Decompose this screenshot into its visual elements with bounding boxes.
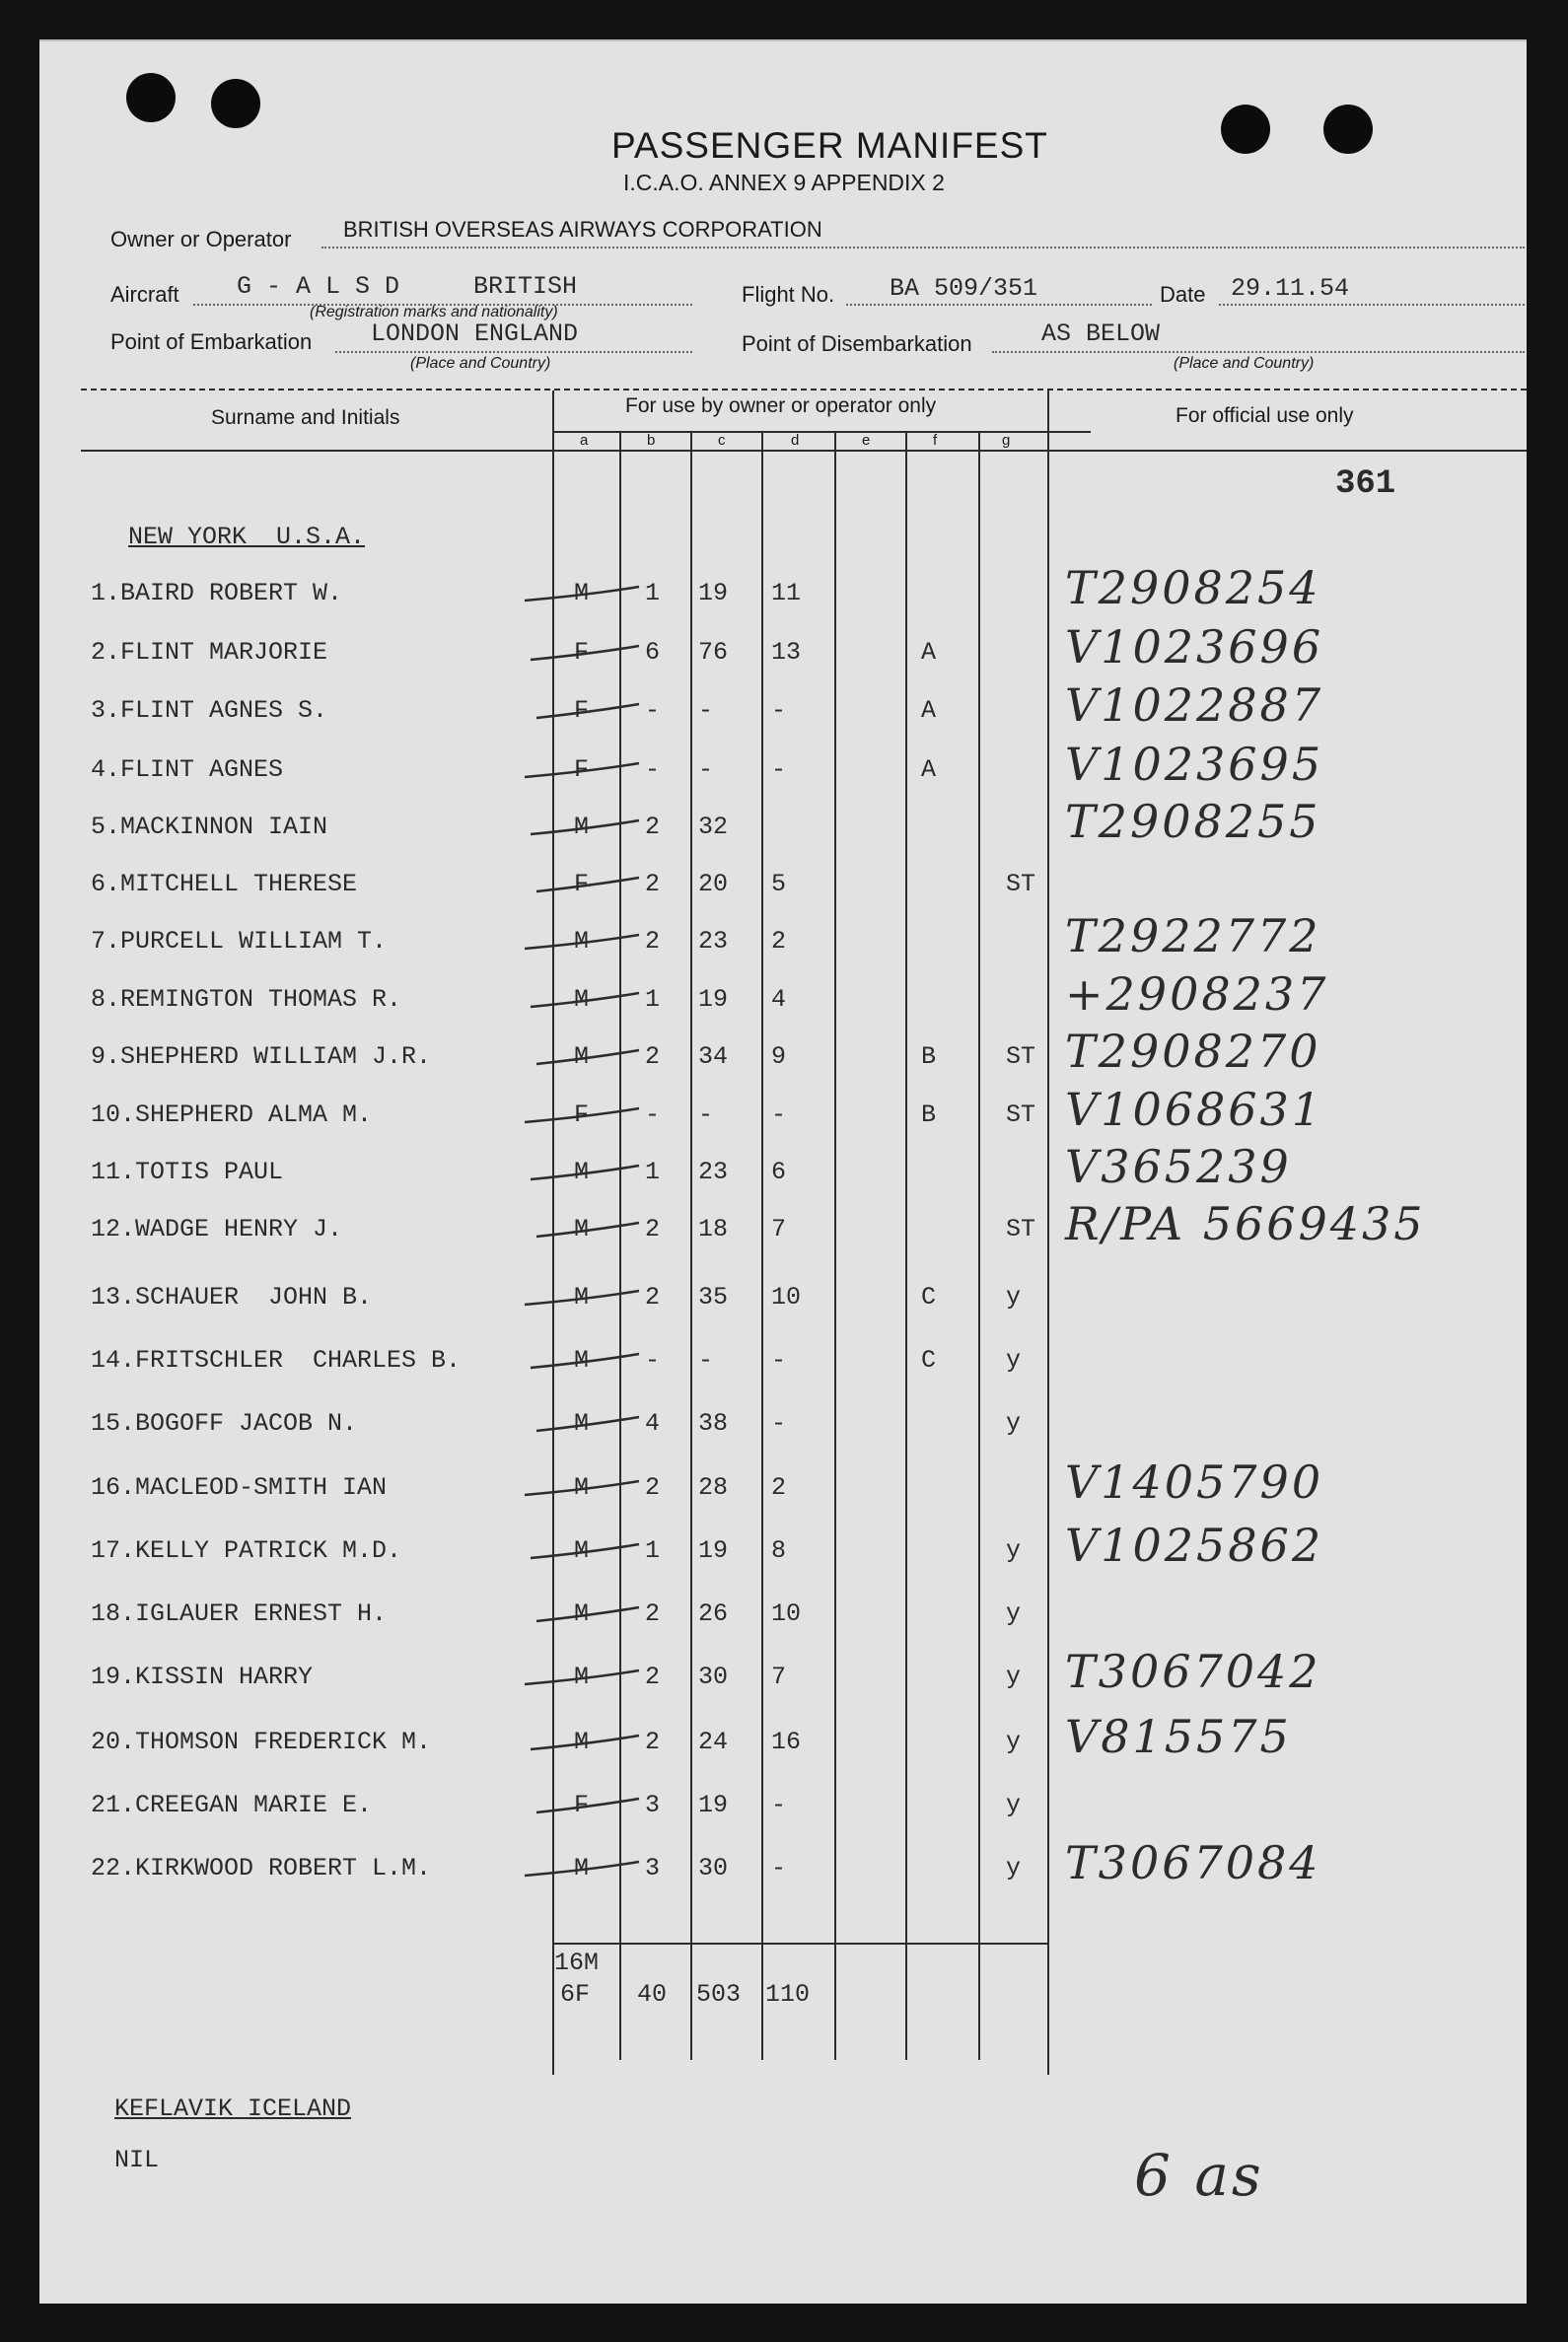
row-8-a: M bbox=[574, 985, 590, 1014]
row-8-official-number: +2908237 bbox=[1065, 967, 1329, 1021]
row-13-b: 2 bbox=[645, 1283, 661, 1312]
total-b: 40 bbox=[637, 1980, 668, 2009]
row-3-f: A bbox=[921, 696, 937, 725]
row-9-name: 9.SHEPHERD WILLIAM J.R. bbox=[91, 1042, 432, 1071]
disembark-note: (Place and Country) bbox=[1174, 355, 1315, 372]
row-20-g: y bbox=[1006, 1728, 1022, 1756]
row-5-b: 2 bbox=[645, 813, 661, 841]
row-9-official-number: T2908270 bbox=[1065, 1025, 1321, 1078]
row-16-a: M bbox=[574, 1473, 590, 1502]
row-12-d: 7 bbox=[771, 1215, 787, 1243]
row-6-g: ST bbox=[1006, 870, 1036, 898]
row-11-c: 23 bbox=[698, 1158, 729, 1186]
row-14-a: M bbox=[574, 1346, 590, 1375]
row-19-b: 2 bbox=[645, 1663, 661, 1691]
row-7-name: 7.PURCELL WILLIAM T. bbox=[91, 927, 388, 956]
row-10-f: B bbox=[921, 1100, 937, 1129]
row-4-c: - bbox=[698, 755, 714, 784]
total-d: 110 bbox=[765, 1980, 811, 2009]
flight-label: Flight No. bbox=[742, 282, 835, 307]
row-6-c: 20 bbox=[698, 870, 729, 898]
row-6-d: 5 bbox=[771, 870, 787, 898]
row-4-name: 4.FLINT AGNES bbox=[91, 755, 284, 784]
row-3-a: F bbox=[574, 696, 590, 725]
row-10-d: - bbox=[771, 1100, 787, 1129]
row-19-official-number: T3067042 bbox=[1065, 1645, 1321, 1698]
col-header-name: Surname and Initials bbox=[211, 406, 400, 429]
row-9-f: B bbox=[921, 1042, 937, 1071]
row-7-a: M bbox=[574, 927, 590, 956]
row-15-g: y bbox=[1006, 1409, 1022, 1438]
row-16-c: 28 bbox=[698, 1473, 729, 1502]
row-2-b: 6 bbox=[645, 638, 661, 667]
row-16-b: 2 bbox=[645, 1473, 661, 1502]
row-11-name: 11.TOTIS PAUL bbox=[91, 1158, 284, 1186]
row-12-g: ST bbox=[1006, 1215, 1036, 1243]
total-c: 503 bbox=[696, 1980, 742, 2009]
row-5-official-number: T2908255 bbox=[1065, 795, 1321, 848]
row-15-name: 15.BOGOFF JACOB N. bbox=[91, 1409, 358, 1438]
row-18-c: 26 bbox=[698, 1599, 729, 1628]
row-9-c: 34 bbox=[698, 1042, 729, 1071]
row-10-b: - bbox=[645, 1100, 661, 1129]
row-13-f: C bbox=[921, 1283, 937, 1312]
punch-hole-left-1 bbox=[126, 73, 176, 122]
row-22-a: M bbox=[574, 1854, 590, 1882]
row-15-a: M bbox=[574, 1409, 590, 1438]
row-13-a: M bbox=[574, 1283, 590, 1312]
table-top-rule bbox=[81, 389, 1527, 390]
subcol-label-d: d bbox=[791, 432, 800, 449]
row-7-official-number: T2922772 bbox=[1065, 909, 1321, 962]
row-8-c: 19 bbox=[698, 985, 729, 1014]
row-21-name: 21.CREEGAN MARIE E. bbox=[91, 1791, 373, 1819]
col-header-operator: For use by owner or operator only bbox=[625, 394, 937, 417]
punch-hole-left-2 bbox=[211, 79, 260, 128]
row-14-name: 14.FRITSCHLER CHARLES B. bbox=[91, 1346, 462, 1375]
row-12-official-number: R/PA 5669435 bbox=[1065, 1197, 1426, 1250]
subcol-label-f: f bbox=[933, 432, 938, 449]
manifest-subtitle: I.C.A.O. ANNEX 9 APPENDIX 2 bbox=[623, 170, 945, 195]
total-male: 16M bbox=[554, 1949, 600, 1977]
row-3-b: - bbox=[645, 696, 661, 725]
row-17-g: y bbox=[1006, 1536, 1022, 1565]
row-12-c: 18 bbox=[698, 1215, 729, 1243]
row-20-a: M bbox=[574, 1728, 590, 1756]
row-17-a: M bbox=[574, 1536, 590, 1565]
row-22-d: - bbox=[771, 1854, 787, 1882]
row-18-a: M bbox=[574, 1599, 590, 1628]
row-6-name: 6.MITCHELL THERESE bbox=[91, 870, 358, 898]
embark-value: LONDON ENGLAND bbox=[371, 319, 579, 348]
row-2-official-number: V1023696 bbox=[1065, 620, 1324, 674]
row-7-b: 2 bbox=[645, 927, 661, 956]
row-12-name: 12.WADGE HENRY J. bbox=[91, 1215, 343, 1243]
row-1-d: 11 bbox=[771, 579, 802, 607]
row-8-b: 1 bbox=[645, 985, 661, 1014]
row-4-a: F bbox=[574, 755, 590, 784]
date-value: 29.11.54 bbox=[1231, 274, 1350, 303]
row-15-d: - bbox=[771, 1409, 787, 1438]
row-2-c: 76 bbox=[698, 638, 729, 667]
row-17-d: 8 bbox=[771, 1536, 787, 1565]
row-16-official-number: V1405790 bbox=[1065, 1455, 1324, 1509]
row-17-c: 19 bbox=[698, 1536, 729, 1565]
row-8-d: 4 bbox=[771, 985, 787, 1014]
row-11-b: 1 bbox=[645, 1158, 661, 1186]
punch-hole-right-1 bbox=[1221, 105, 1270, 154]
subcol-label-a: a bbox=[580, 432, 589, 449]
row-14-f: C bbox=[921, 1346, 937, 1375]
row-1-c: 19 bbox=[698, 579, 729, 607]
section-new-york: NEW YORK U.S.A. bbox=[128, 523, 366, 551]
row-20-b: 2 bbox=[645, 1728, 661, 1756]
row-2-a: F bbox=[574, 638, 590, 667]
row-22-c: 30 bbox=[698, 1854, 729, 1882]
row-2-name: 2.FLINT MARJORIE bbox=[91, 638, 328, 667]
row-2-f: A bbox=[921, 638, 937, 667]
aircraft-label: Aircraft bbox=[110, 282, 179, 307]
row-10-official-number: V1068631 bbox=[1065, 1083, 1324, 1136]
registration-note: (Registration marks and nationality) bbox=[310, 304, 558, 320]
row-11-official-number: V365239 bbox=[1065, 1140, 1292, 1193]
row-5-c: 32 bbox=[698, 813, 729, 841]
row-21-a: F bbox=[574, 1791, 590, 1819]
row-21-b: 3 bbox=[645, 1791, 661, 1819]
row-6-a: F bbox=[574, 870, 590, 898]
row-13-c: 35 bbox=[698, 1283, 729, 1312]
row-19-d: 7 bbox=[771, 1663, 787, 1691]
row-3-name: 3.FLINT AGNES S. bbox=[91, 696, 328, 725]
row-17-official-number: V1025862 bbox=[1065, 1519, 1324, 1572]
row-20-official-number: V815575 bbox=[1065, 1710, 1292, 1763]
row-8-name: 8.REMINGTON THOMAS R. bbox=[91, 985, 402, 1014]
row-16-d: 2 bbox=[771, 1473, 787, 1502]
row-4-f: A bbox=[921, 755, 937, 784]
row-22-g: y bbox=[1006, 1854, 1022, 1882]
totals-rule bbox=[552, 1943, 1047, 1945]
col-divider-official bbox=[1047, 390, 1049, 2075]
row-3-official-number: V1022887 bbox=[1065, 678, 1324, 732]
row-10-c: - bbox=[698, 1100, 714, 1129]
row-14-c: - bbox=[698, 1346, 714, 1375]
subcol-label-g: g bbox=[1002, 432, 1011, 449]
row-15-b: 4 bbox=[645, 1409, 661, 1438]
row-20-name: 20.THOMSON FREDERICK M. bbox=[91, 1728, 432, 1756]
row-9-a: M bbox=[574, 1042, 590, 1071]
row-21-g: y bbox=[1006, 1791, 1022, 1819]
row-5-a: M bbox=[574, 813, 590, 841]
row-17-b: 1 bbox=[645, 1536, 661, 1565]
row-19-c: 30 bbox=[698, 1663, 729, 1691]
row-4-official-number: V1023695 bbox=[1065, 738, 1324, 791]
subcol-label-e: e bbox=[862, 432, 871, 449]
date-label: Date bbox=[1160, 282, 1206, 307]
row-1-b: 1 bbox=[645, 579, 661, 607]
row-1-official-number: T2908254 bbox=[1065, 561, 1321, 614]
row-3-d: - bbox=[771, 696, 787, 725]
row-18-d: 10 bbox=[771, 1599, 802, 1628]
row-20-c: 24 bbox=[698, 1728, 729, 1756]
row-2-d: 13 bbox=[771, 638, 802, 667]
manifest-sheet bbox=[39, 39, 1527, 2304]
row-13-d: 10 bbox=[771, 1283, 802, 1312]
row-10-a: F bbox=[574, 1100, 590, 1129]
embark-note: (Place and Country) bbox=[410, 355, 551, 372]
row-4-b: - bbox=[645, 755, 661, 784]
manifest-title: PASSENGER MANIFEST bbox=[611, 125, 1048, 166]
disembark-value: AS BELOW bbox=[1041, 319, 1161, 348]
row-19-name: 19.KISSIN HARRY bbox=[91, 1663, 314, 1691]
owner-label: Owner or Operator bbox=[110, 227, 292, 251]
row-9-d: 9 bbox=[771, 1042, 787, 1071]
row-5-name: 5.MACKINNON IAIN bbox=[91, 813, 328, 841]
row-20-d: 16 bbox=[771, 1728, 802, 1756]
row-14-g: y bbox=[1006, 1346, 1022, 1375]
embark-label: Point of Embarkation bbox=[110, 329, 313, 354]
row-10-name: 10.SHEPHERD ALMA M. bbox=[91, 1100, 373, 1129]
row-22-b: 3 bbox=[645, 1854, 661, 1882]
table-header-rule bbox=[81, 450, 1527, 452]
row-13-name: 13.SCHAUER JOHN B. bbox=[91, 1283, 373, 1312]
row-10-g: ST bbox=[1006, 1100, 1036, 1129]
flight-value: BA 509/351 bbox=[890, 274, 1038, 303]
subcol-label-b: b bbox=[647, 432, 656, 449]
aircraft-value: G - A L S D BRITISH bbox=[237, 272, 578, 301]
row-4-d: - bbox=[771, 755, 787, 784]
row-22-name: 22.KIRKWOOD ROBERT L.M. bbox=[91, 1854, 432, 1882]
row-11-d: 6 bbox=[771, 1158, 787, 1186]
row-6-b: 2 bbox=[645, 870, 661, 898]
row-17-name: 17.KELLY PATRICK M.D. bbox=[91, 1536, 402, 1565]
row-7-c: 23 bbox=[698, 927, 729, 956]
handwritten-note: 6 as bbox=[1134, 2142, 1264, 2209]
row-18-g: y bbox=[1006, 1599, 1022, 1628]
row-15-c: 38 bbox=[698, 1409, 729, 1438]
row-9-b: 2 bbox=[645, 1042, 661, 1071]
section-keflavik: KEFLAVIK ICELAND bbox=[114, 2094, 352, 2123]
punch-hole-right-2 bbox=[1323, 105, 1373, 154]
total-female: 6F bbox=[560, 1980, 591, 2009]
row-12-a: M bbox=[574, 1215, 590, 1243]
disembark-label: Point of Disembarkation bbox=[742, 331, 972, 356]
page-number: 361 bbox=[1335, 465, 1396, 503]
row-19-a: M bbox=[574, 1663, 590, 1691]
row-12-b: 2 bbox=[645, 1215, 661, 1243]
row-7-d: 2 bbox=[771, 927, 787, 956]
keflavik-value: NIL bbox=[114, 2146, 160, 2174]
row-22-official-number: T3067084 bbox=[1065, 1836, 1321, 1889]
col-divider-a bbox=[552, 390, 554, 2075]
row-21-d: - bbox=[771, 1791, 787, 1819]
row-1-a: M bbox=[574, 579, 590, 607]
row-18-name: 18.IGLAUER ERNEST H. bbox=[91, 1599, 388, 1628]
row-1-name: 1.BAIRD ROBERT W. bbox=[91, 579, 343, 607]
subcol-label-c: c bbox=[718, 432, 726, 449]
row-21-c: 19 bbox=[698, 1791, 729, 1819]
row-14-d: - bbox=[771, 1346, 787, 1375]
row-11-a: M bbox=[574, 1158, 590, 1186]
row-18-b: 2 bbox=[645, 1599, 661, 1628]
row-3-c: - bbox=[698, 696, 714, 725]
owner-value: BRITISH OVERSEAS AIRWAYS CORPORATION bbox=[343, 217, 822, 242]
col-header-official: For official use only bbox=[1176, 404, 1354, 427]
row-9-g: ST bbox=[1006, 1042, 1036, 1071]
row-13-g: y bbox=[1006, 1283, 1022, 1312]
row-19-g: y bbox=[1006, 1663, 1022, 1691]
row-14-b: - bbox=[645, 1346, 661, 1375]
row-16-name: 16.MACLEOD-SMITH IAN bbox=[91, 1473, 388, 1502]
